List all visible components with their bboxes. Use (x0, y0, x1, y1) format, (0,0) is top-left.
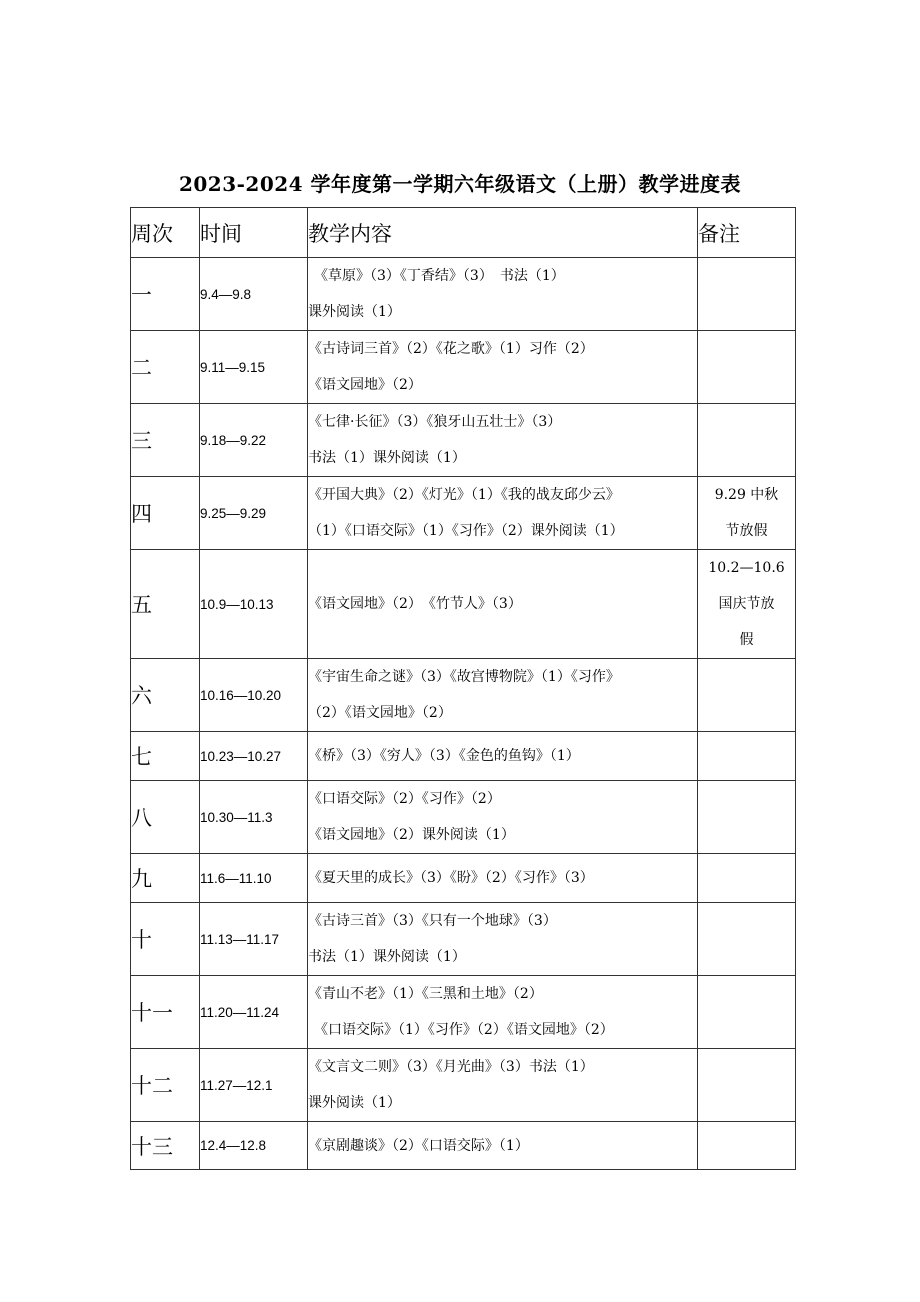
note-cell (698, 331, 796, 404)
week-cell: 四 (131, 477, 200, 550)
table-row (131, 976, 796, 1049)
note-cell (698, 781, 796, 854)
content-line: （2）《语文园地》（2） (308, 705, 452, 721)
table-row (131, 258, 796, 331)
week-cell: 十二 (131, 1049, 200, 1122)
header-row (131, 208, 796, 258)
note-cell (698, 976, 796, 1049)
time-cell: 10.16—10.20 (200, 659, 308, 732)
note-cell (698, 477, 796, 550)
content-cell (308, 258, 698, 331)
note-line: 假 (739, 632, 754, 648)
table-row (131, 781, 796, 854)
time-cell: 11.13—11.17 (200, 903, 308, 976)
time-cell: 10.9—10.13 (200, 550, 308, 659)
content-line: （1）《口语交际》（1）《习作》（2）课外阅读（1） (308, 523, 624, 539)
week-cell: 十 (131, 903, 200, 976)
week-cell: 一 (131, 258, 200, 331)
header-time: 时间 (200, 208, 308, 258)
table-row (131, 732, 796, 781)
content-line: 《语文园地》（2）课外阅读（1） (308, 827, 515, 843)
time-cell: 11.27—12.1 (200, 1049, 308, 1122)
table-row (131, 1049, 796, 1122)
table-row (131, 404, 796, 477)
content-cell (308, 1122, 698, 1170)
content-cell (308, 659, 698, 732)
content-line: 《桥》（3）《穷人》（3）《金色的鱼钩》（1） (308, 748, 580, 764)
content-line: 课外阅读（1） (308, 304, 401, 320)
note-cell (698, 258, 796, 331)
note-line: 10.2—10.6 (708, 560, 785, 576)
week-cell: 六 (131, 659, 200, 732)
content-line: 《京剧趣谈》（2）《口语交际》（1） (308, 1137, 529, 1154)
table-row (131, 331, 796, 404)
note-cell (698, 854, 796, 903)
time-cell: 11.20—11.24 (200, 976, 308, 1049)
schedule-table (130, 207, 796, 1170)
content-line: 《宇宙生命之谜》（3）《故宫博物院》（1）《习作》 (308, 669, 620, 685)
week-cell: 五 (131, 550, 200, 659)
note-cell (698, 659, 796, 732)
week-cell: 十三 (131, 1122, 200, 1170)
week-cell: 二 (131, 331, 200, 404)
content-line: 《语文园地》（2） 《竹节人》（3） (308, 596, 522, 612)
page-title: 2023-2024 学年度第一学期六年级语文（上册）教学进度表 (178, 172, 742, 196)
note-cell (698, 903, 796, 976)
content-line: 《语文园地》（2） (308, 377, 422, 393)
note-line: 节放假 (725, 523, 768, 539)
note-cell (698, 732, 796, 781)
table-row (131, 854, 796, 903)
content-line: 《开国大典》（2）《灯光》（1）《我的战友邱少云》 (308, 487, 620, 503)
content-line: 书法（1）课外阅读（1） (308, 949, 466, 965)
content-line: 《草原》（3）《丁香结》（3） 书法（1） (314, 268, 565, 284)
table-row (131, 903, 796, 976)
table-row (131, 477, 796, 550)
note-cell (698, 1122, 796, 1170)
content-cell (308, 976, 698, 1049)
content-line: 《口语交际》（2）《习作》（2） (308, 791, 501, 807)
content-cell (308, 404, 698, 477)
content-cell (308, 903, 698, 976)
week-cell: 三 (131, 404, 200, 477)
table-row (131, 550, 796, 659)
time-cell: 11.6—11.10 (200, 854, 308, 903)
content-line: 书法（1）课外阅读（1） (308, 450, 466, 466)
content-cell (308, 1049, 698, 1122)
note-cell (698, 1049, 796, 1122)
note-line: 9.29 中秋 (714, 487, 779, 503)
content-line: 课外阅读（1） (308, 1095, 401, 1111)
time-cell: 9.25—9.29 (200, 477, 308, 550)
header-content: 教学内容 (308, 208, 698, 258)
header-note: 备注 (698, 208, 796, 258)
content-cell (308, 477, 698, 550)
content-line: 《文言文二则》（3）《月光曲》（3）书法（1） (308, 1059, 594, 1075)
content-cell (308, 781, 698, 854)
time-cell: 12.4—12.8 (200, 1122, 308, 1170)
time-cell: 9.4—9.8 (200, 258, 308, 331)
content-cell (308, 732, 698, 781)
week-cell: 八 (131, 781, 200, 854)
header-week: 周次 (131, 208, 200, 258)
time-cell: 10.30—11.3 (200, 781, 308, 854)
week-cell: 七 (131, 732, 200, 781)
note-cell (698, 550, 796, 659)
time-cell: 9.18—9.22 (200, 404, 308, 477)
week-cell: 九 (131, 854, 200, 903)
content-line: 《古诗词三首》（2）《花之歌》（1）习作（2） (308, 341, 594, 357)
content-line: 《青山不老》（1）《三黑和土地》（2） (308, 986, 543, 1002)
table-row (131, 659, 796, 732)
content-line: 《古诗三首》（3）《只有一个地球》（3） (308, 913, 557, 929)
week-cell: 十一 (131, 976, 200, 1049)
time-cell: 10.23—10.27 (200, 732, 308, 781)
table-row (131, 1122, 796, 1170)
content-line: 《夏天里的成长》（3）《盼》（2）《习作》（3） (308, 870, 594, 886)
content-cell (308, 331, 698, 404)
note-cell (698, 404, 796, 477)
time-cell: 9.11—9.15 (200, 331, 308, 404)
content-line: 《七律·长征》（3）《狼牙山五壮士》（3） (308, 414, 562, 430)
content-cell (308, 550, 698, 659)
content-cell (308, 854, 698, 903)
content-line: 《口语交际》（1）《习作》（2）《语文园地》（2） (314, 1022, 614, 1038)
note-line: 国庆节放 (718, 596, 775, 612)
